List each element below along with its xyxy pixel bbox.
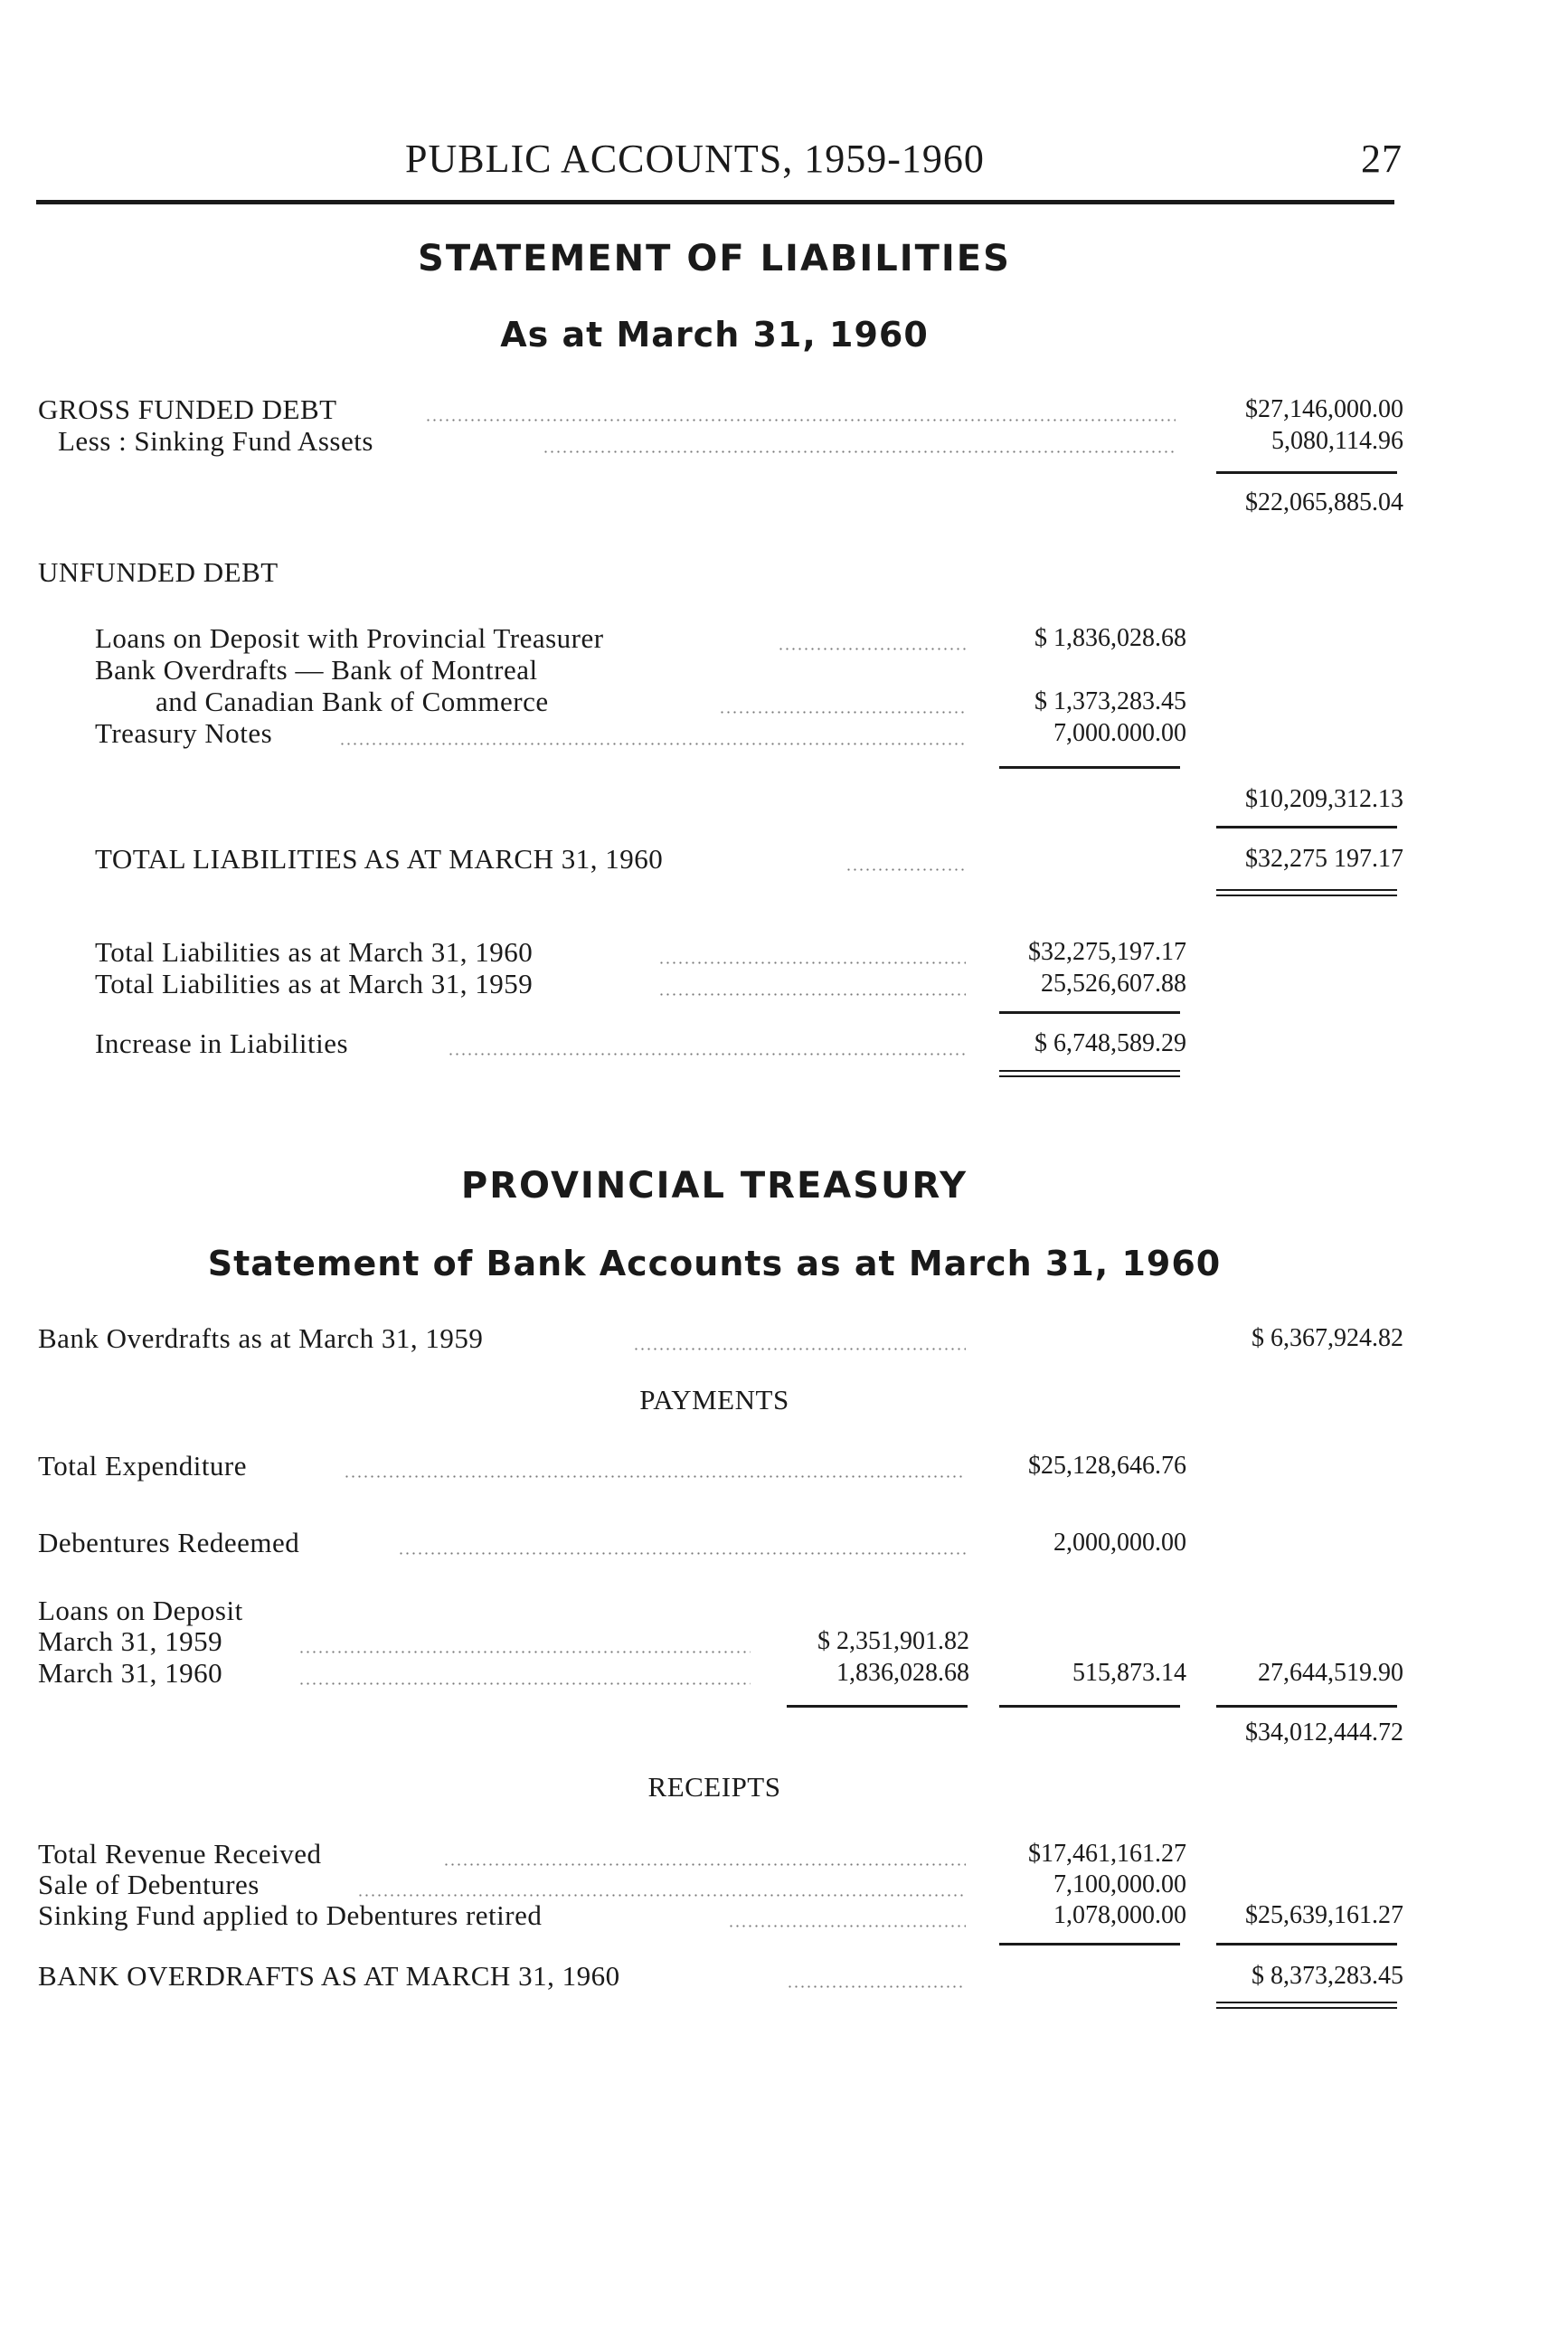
unfunded-total: $10,209,312.13 <box>1245 785 1403 813</box>
leader-dots <box>298 1651 751 1653</box>
subtotal-rule <box>1216 1705 1397 1708</box>
total-expenditure-value: $25,128,646.76 <box>1028 1452 1186 1480</box>
loans-1959-value: $ 2,351,901.82 <box>817 1627 969 1655</box>
debentures-redeemed-label: Debentures Redeemed <box>38 1527 300 1558</box>
running-title: PUBLIC ACCOUNTS, 1959-1960 <box>405 137 985 181</box>
page-number: 27 <box>1361 137 1403 181</box>
cmp-1960-value: $32,275,197.17 <box>1028 938 1186 966</box>
leader-dots <box>339 743 966 745</box>
treasury-subtitle: Statement of Bank Accounts as at March 31, 1960 <box>207 1244 1222 1283</box>
payments-total-value: 27,644,519.90 <box>1258 1659 1403 1687</box>
overdrafts-label-2: and Canadian Bank of Commerce <box>156 686 549 717</box>
leader-dots <box>298 1682 751 1685</box>
loans-1960-label: March 31, 1960 <box>38 1657 223 1689</box>
leader-dots <box>543 450 1176 453</box>
unfunded-heading: UNFUNDED DEBT <box>38 556 279 588</box>
leader-dots <box>658 993 966 996</box>
total-rule <box>1216 2007 1397 2009</box>
leader-dots <box>443 1863 966 1866</box>
leader-dots <box>633 1348 966 1350</box>
subtotal-rule <box>999 766 1180 769</box>
overdrafts-label-1: Bank Overdrafts — Bank of Montreal <box>95 654 538 686</box>
subtotal-rule <box>787 1705 968 1708</box>
leader-dots <box>787 1985 966 1988</box>
leader-dots <box>728 1925 966 1927</box>
leader-dots <box>845 868 966 871</box>
loans-1959-label: March 31, 1959 <box>38 1625 223 1657</box>
combined-value: $34,012,444.72 <box>1245 1718 1403 1747</box>
header-rule <box>36 200 1394 204</box>
subtotal-rule <box>999 1011 1180 1014</box>
sale-debentures-value: 7,100,000.00 <box>1053 1870 1186 1898</box>
leader-dots <box>448 1053 966 1056</box>
increase-value: $ 6,748,589.29 <box>1034 1029 1186 1057</box>
leader-dots <box>357 1894 966 1897</box>
gross-funded-debt-label: GROSS FUNDED DEBT <box>38 393 337 425</box>
gross-funded-debt-value: $27,146,000.00 <box>1245 395 1403 423</box>
receipts-total-value: $25,639,161.27 <box>1245 1901 1403 1929</box>
total-liabilities-value: $32,275 197.17 <box>1245 845 1403 873</box>
loans-1960-value: 1,836,028.68 <box>836 1659 969 1687</box>
overdrafts-value: $ 1,373,283.45 <box>1034 687 1186 715</box>
treasury-title: PROVINCIAL TREASURY <box>460 1165 968 1207</box>
cmp-1960-label: Total Liabilities as at March 31, 1960 <box>95 936 534 968</box>
subtotal-rule <box>1216 826 1397 828</box>
sale-debentures-label: Sale of Debentures <box>38 1869 260 1900</box>
total-liabilities-label: TOTAL LIABILITIES AS AT MARCH 31, 1960 <box>95 843 664 875</box>
loans-diff-value: 515,873.14 <box>1072 1659 1186 1687</box>
sinking-applied-value: 1,078,000.00 <box>1053 1901 1186 1929</box>
loans-heading: Loans on Deposit <box>38 1595 243 1626</box>
loans-value: $ 1,836,028.68 <box>1034 624 1186 652</box>
total-rule <box>1216 895 1397 896</box>
total-rule <box>999 1070 1180 1072</box>
treasury-notes-label: Treasury Notes <box>95 717 273 749</box>
total-rule <box>1216 2002 1397 2003</box>
liabilities-subtitle: As at March 31, 1960 <box>500 315 929 355</box>
loans-label: Loans on Deposit with Provincial Treasurer <box>95 622 604 654</box>
final-value: $ 8,373,283.45 <box>1252 1962 1403 1990</box>
revenue-value: $17,461,161.27 <box>1028 1840 1186 1868</box>
sinking-fund-value: 5,080,114.96 <box>1271 427 1403 455</box>
receipts-heading: RECEIPTS <box>647 1771 781 1803</box>
liabilities-title: STATEMENT OF LIABILITIES <box>418 238 1011 279</box>
leader-dots <box>719 711 966 714</box>
payments-heading: PAYMENTS <box>639 1384 789 1415</box>
subtotal-rule <box>999 1943 1180 1946</box>
total-rule <box>1216 889 1397 891</box>
cmp-1959-value: 25,526,607.88 <box>1041 970 1186 998</box>
total-expenditure-label: Total Expenditure <box>38 1450 248 1482</box>
sinking-applied-label: Sinking Fund applied to Debentures retired <box>38 1899 543 1931</box>
leader-dots <box>398 1552 966 1555</box>
leader-dots <box>658 961 966 964</box>
treasury-notes-value: 7,000.000.00 <box>1053 719 1186 747</box>
increase-label: Increase in Liabilities <box>95 1027 349 1059</box>
net-funded-value: $22,065,885.04 <box>1245 488 1403 516</box>
subtotal-rule <box>1216 1943 1397 1946</box>
cmp-1959-label: Total Liabilities as at March 31, 1959 <box>95 968 534 999</box>
leader-dots <box>425 419 1176 421</box>
leader-dots <box>778 648 966 650</box>
subtotal-rule <box>999 1705 1180 1708</box>
final-label: BANK OVERDRAFTS AS AT MARCH 31, 1960 <box>38 1960 620 1992</box>
subtotal-rule <box>1216 471 1397 474</box>
overdraft-1959-label: Bank Overdrafts as at March 31, 1959 <box>38 1322 484 1354</box>
total-rule <box>999 1075 1180 1077</box>
revenue-label: Total Revenue Received <box>38 1838 322 1870</box>
overdraft-1959-value: $ 6,367,924.82 <box>1252 1324 1403 1352</box>
debentures-redeemed-value: 2,000,000.00 <box>1053 1529 1186 1557</box>
leader-dots <box>344 1475 966 1478</box>
sinking-fund-label: Less : Sinking Fund Assets <box>58 425 373 457</box>
